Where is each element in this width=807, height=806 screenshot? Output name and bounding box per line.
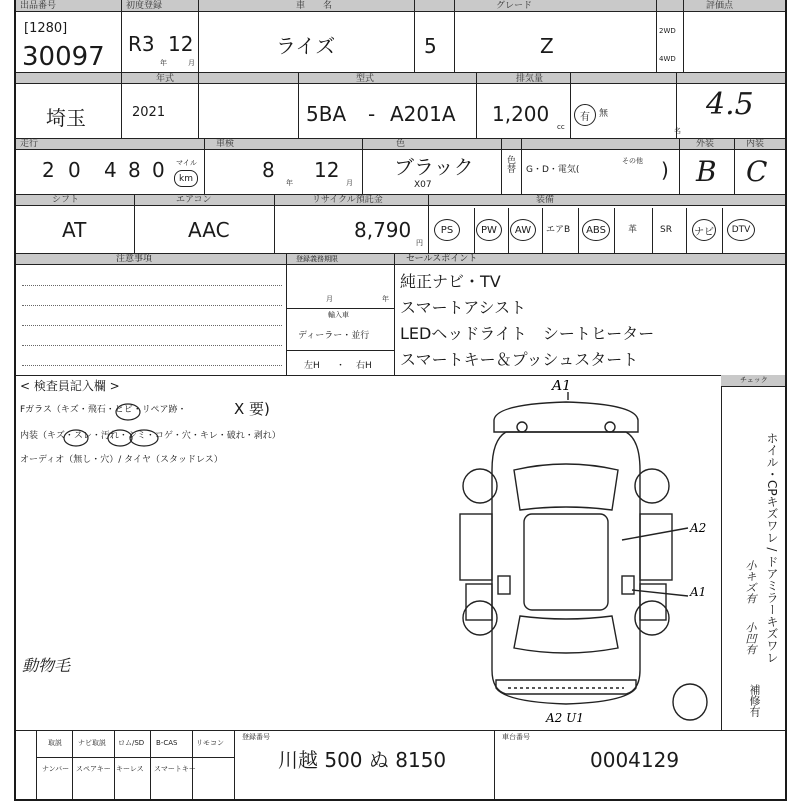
chassis-header: 車台番号 <box>502 733 530 741</box>
door-front-right <box>640 514 672 580</box>
mark-right-a1: A1 <box>690 585 707 599</box>
model-code: A201A <box>390 102 456 126</box>
fuel-type: G・D・電気( <box>526 165 580 175</box>
sales-header: セールスポイント <box>406 254 478 264</box>
transmission: AT <box>62 218 87 242</box>
inspect-month: 12 <box>314 158 340 182</box>
rear-window <box>514 616 618 653</box>
lot-number: 30097 <box>22 42 105 72</box>
model-year: 2021 <box>132 105 166 120</box>
handwritten-note: 動物毛 <box>22 656 71 675</box>
car-diagram <box>426 380 716 725</box>
roof <box>524 514 608 610</box>
header-band-row4 <box>16 194 785 206</box>
inspect-year: 8 <box>262 158 275 182</box>
doors: 5 <box>424 34 437 58</box>
inspector-header: < 検査員記入欄 > <box>20 379 120 393</box>
inspector-interior: 内装（キズ・スレ・汚れ・シミ・コゲ・穴・キレ・破れ・剥れ） <box>20 431 281 441</box>
fglass-mark: X 要) <box>234 400 270 418</box>
inspector-fglass: Fガラス（キズ・飛石・ヒビ・リペア跡・ <box>20 405 187 415</box>
yes-circle: 有 <box>574 104 596 126</box>
auction-sheet: 出品番号 [1280] 30097 初度登録 R3 12 年 月 車 名 ライズ 5 グレード Z 2WD 4WD 評価点 埼玉 年式 2021 型式 5BA - A201A 排気量 1,200 cc 有 無 名 4.5 走行 2 0 4 8 0 マイル km 車検 8 年 12 月 色 ブラック X07 色替 G・D・電気( その他 ) 外装 内装 B C シフト AT エアコン AAC リサイクル預託金 8,790 円 装備 PS PW AW エアB ABS 革 SR ナビ DTV 注意事項 登録義務期限 月 年 輸入車 ディーラー・並行 左H ・ 右H セールスポイント 純正ナビ・TV スマートアシスト LEDヘッドライト シートヒーター スマートキー＆プッシュスタート < 検査員記入欄 > Fガラス（キズ・飛石・ヒビ・リペア跡・ X 要) 内装（キズ・スレ・汚れ・シミ・コゲ・穴・キレ・破れ・剥れ） オーディオ（無し・穴）/ タイヤ（スタッドレス） 動物毛 チェック ホイル・CPキズワレ / ドアミラーキズワレ 小キズ有 小凹有 補修有 A1 A2 A1 A2 U1 取説 ナビ取説 ロム/SD B-CAS リモコン ナンバー スペアキー キーレス スマートキー 登録番号 川越 500 ぬ 8150 車台番号 0004129 <box>14 0 787 801</box>
handle-right <box>622 576 634 594</box>
model-prefix: 5BA <box>306 102 347 126</box>
overall-score: 4.5 <box>706 87 754 122</box>
exterior-grade: B <box>696 155 717 188</box>
handle-left <box>498 576 510 594</box>
interior-grade: C <box>746 155 768 188</box>
import-header: 輸入車 <box>328 311 349 319</box>
auction-code: [1280] <box>24 21 68 36</box>
displacement: 1,200 <box>492 102 550 126</box>
inspector-marks <box>16 395 436 465</box>
mark-right-a2: A2 <box>690 521 707 535</box>
inspector-audio: オーディオ（無し・穴）/ タイヤ（スタッドレス） <box>20 455 223 465</box>
dealer-label: ディーラー・並行 <box>298 331 370 341</box>
rear-bumper <box>496 680 636 704</box>
windshield <box>514 464 618 510</box>
side-remark: ホイル・CPキズワレ / ドアミラーキズワレ <box>765 432 779 664</box>
reg-deadline-header: 登録義務期限 <box>296 255 338 263</box>
reg-number: 川越 500 ぬ 8150 <box>278 748 447 772</box>
door-front-left <box>460 514 492 580</box>
aircon: AAC <box>188 218 230 242</box>
color: ブラック <box>394 155 474 179</box>
door-rear-left <box>466 584 492 620</box>
map-header: チェック <box>740 376 768 384</box>
front-bumper <box>494 402 638 432</box>
notes-header: 注意事項 <box>116 254 153 264</box>
grade: Z <box>540 34 554 58</box>
chassis-number: 0004129 <box>590 748 680 772</box>
first-reg-era: R3 <box>128 32 155 56</box>
mark-front-a1: A1 <box>552 380 572 394</box>
first-reg-month: 12 <box>168 32 194 56</box>
reg-no-header: 登録番号 <box>242 733 270 741</box>
mark-rear-a2u1: A2 U1 <box>546 711 584 725</box>
color-code: X07 <box>414 180 432 190</box>
header-band-row2 <box>16 72 785 84</box>
drive-2wd: 2WD <box>659 27 676 35</box>
region: 埼玉 <box>46 106 86 130</box>
spare-tire <box>673 684 707 720</box>
drive-4wd: 4WD <box>659 55 676 63</box>
recycle-fee: 8,790 <box>354 218 412 242</box>
model-name: ライズ <box>276 34 336 58</box>
km-unit: km <box>174 170 198 187</box>
door-rear-right <box>640 584 666 620</box>
